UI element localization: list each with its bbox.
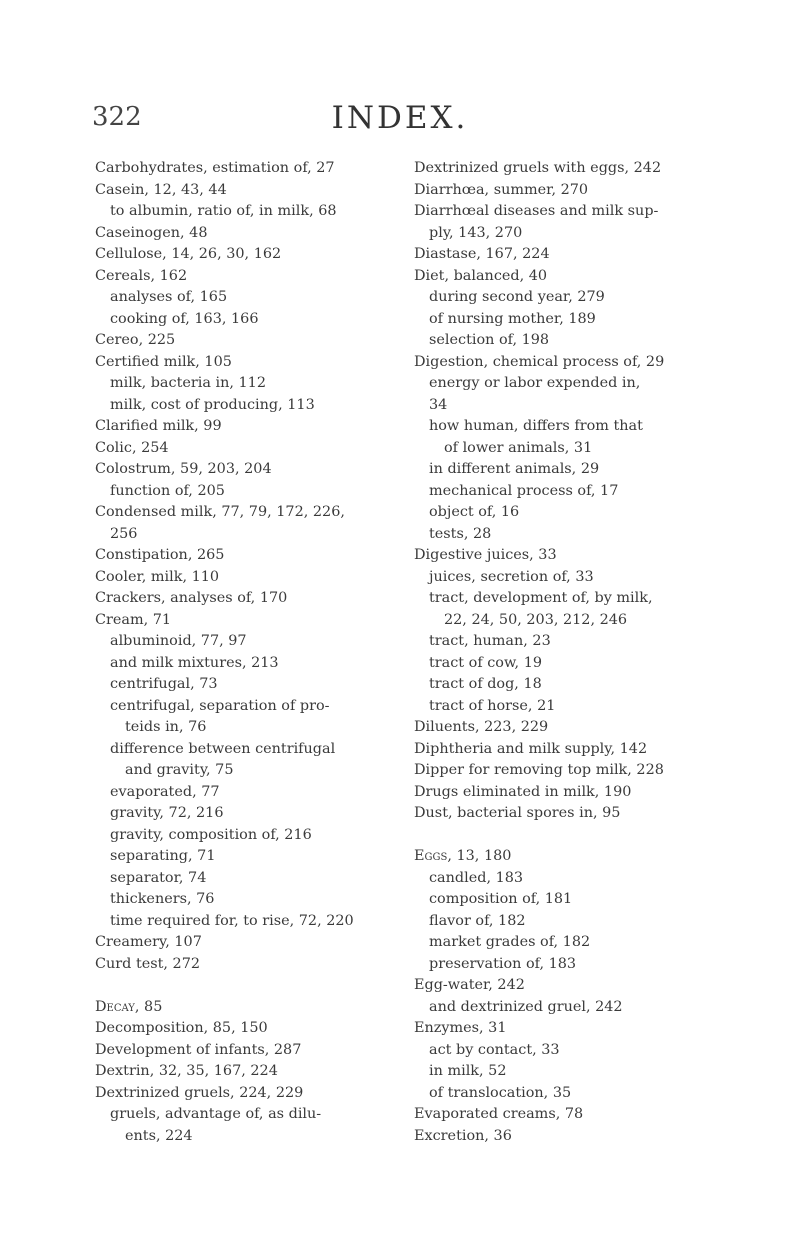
index-entry: Dipper for removing top milk, 228 <box>414 762 664 778</box>
index-entry: Carbohydrates, estimation of, 27 <box>95 160 335 176</box>
index-entry: Development of infants, 287 <box>95 1041 302 1058</box>
index-entry: Caseinogen, 48 <box>95 224 208 241</box>
index-subentry: ply, 143, 270 <box>429 224 523 241</box>
index-subentry: energy or labor expended in, <box>429 375 641 391</box>
index-entry: Decay, 85 <box>95 998 163 1015</box>
index-subentry: object of, 16 <box>429 504 520 520</box>
index-entry: Egg-water, 242 <box>414 977 525 993</box>
index-subentry: centrifugal, separation of pro- <box>110 697 330 714</box>
index-subentry: gravity, 72, 216 <box>110 805 224 821</box>
index-entry: Cream, 71 <box>95 611 172 628</box>
index-entry: Dextrinized gruels with eggs, 242 <box>414 160 662 176</box>
index-entry: Diet, balanced, 40 <box>414 267 548 284</box>
index-subentry: teids in, 76 <box>125 719 207 735</box>
index-entry: Constipation, 265 <box>95 547 225 563</box>
index-entry: Colostrum, 59, 203, 204 <box>95 461 272 477</box>
index-subentry: tract, development of, by milk, <box>429 590 653 606</box>
index-subentry: and dextrinized gruel, 242 <box>429 998 623 1015</box>
index-subentry: ents, 224 <box>125 1127 193 1144</box>
index-subentry: tract of horse, 21 <box>429 697 556 714</box>
index-subentry: analyses of, 165 <box>110 289 228 305</box>
index-entry: Condensed milk, 77, 79, 172, 226, <box>95 504 345 520</box>
index-entry: Curd test, 272 <box>95 955 201 972</box>
index-subentry: act by contact, 33 <box>429 1041 560 1058</box>
index-entry: Cellulose, 14, 26, 30, 162 <box>95 246 282 262</box>
index-entry: Colic, 254 <box>95 439 169 456</box>
index-subentry: preservation of, 183 <box>429 955 577 972</box>
index-subentry: and milk mixtures, 213 <box>110 654 279 671</box>
index-subentry: thickeners, 76 <box>110 891 215 907</box>
index-subentry: and gravity, 75 <box>125 762 234 778</box>
section-gap <box>95 975 425 997</box>
page-title: INDEX. <box>331 100 469 136</box>
index-entry: Diastase, 167, 224 <box>414 246 550 262</box>
index-entry: Dust, bacterial spores in, 95 <box>414 805 621 821</box>
index-subentry: flavor of, 182 <box>429 912 526 929</box>
index-subentry: market grades of, 182 <box>429 934 591 950</box>
index-subentry: separator, 74 <box>110 869 207 886</box>
index-subentry: juices, secretion of, 33 <box>429 568 594 585</box>
index-entry: Casein, 12, 43, 44 <box>95 181 227 198</box>
index-subentry: in different animals, 29 <box>429 461 600 477</box>
index-column-right <box>414 158 750 1147</box>
index-entry: Creamery, 107 <box>95 934 202 950</box>
index-subentry: to albumin, ratio of, in milk, 68 <box>110 203 337 219</box>
index-entry: Dextrin, 32, 35, 167, 224 <box>95 1063 278 1079</box>
index-subentry: of lower animals, 31 <box>444 439 593 456</box>
index-entry: Digestion, chemical process of, 29 <box>414 353 665 370</box>
index-subentry: during second year, 279 <box>429 289 605 305</box>
index-entry: Diarrhœal diseases and milk sup- <box>414 203 659 219</box>
index-subentry: cooking of, 163, 166 <box>110 310 259 327</box>
index-subentry: 34 <box>429 396 448 413</box>
index-subentry: composition of, 181 <box>429 891 573 907</box>
index-subentry: in milk, 52 <box>429 1063 507 1079</box>
index-subentry: gravity, composition of, 216 <box>110 826 312 843</box>
index-subentry: tract of cow, 19 <box>429 654 543 671</box>
index-subentry: candled, 183 <box>429 869 524 886</box>
index-subentry: separating, 71 <box>110 848 216 864</box>
index-subentry: milk, bacteria in, 112 <box>110 375 266 391</box>
index-entry: Eggs, 13, 180 <box>414 848 512 864</box>
index-entry: Excretion, 36 <box>414 1127 512 1144</box>
index-entry: Decomposition, 85, 150 <box>95 1020 268 1036</box>
page-header <box>0 100 800 140</box>
index-subentry: milk, cost of producing, 113 <box>110 396 315 413</box>
index-subentry: mechanical process of, 17 <box>429 482 619 499</box>
index-subentry: how human, differs from that <box>429 418 643 434</box>
index-subentry: gruels, advantage of, as dilu- <box>110 1106 322 1122</box>
index-entry: Diarrhœa, summer, 270 <box>414 181 589 198</box>
index-entry: Drugs eliminated in milk, 190 <box>414 783 632 800</box>
index-entry: Dextrinized gruels, 224, 229 <box>95 1084 304 1101</box>
index-subentry: time required for, to rise, 72, 220 <box>110 912 354 929</box>
index-entry: Digestive juices, 33 <box>414 547 557 563</box>
index-entry: Evaporated creams, 78 <box>414 1106 584 1122</box>
index-subentry: albuminoid, 77, 97 <box>110 633 247 649</box>
page-number: 322 <box>92 102 142 132</box>
section-gap <box>414 825 750 847</box>
index-entry: Cooler, milk, 110 <box>95 568 220 585</box>
index-subentry: centrifugal, 73 <box>110 676 218 692</box>
index-entry: Enzymes, 31 <box>414 1020 507 1036</box>
index-subentry: evaporated, 77 <box>110 783 220 800</box>
index-subentry: of nursing mother, 189 <box>429 310 596 327</box>
index-entry: Clarified milk, 99 <box>95 418 222 434</box>
index-subentry: selection of, 198 <box>429 332 550 348</box>
index-entry: Cereo, 225 <box>95 332 176 348</box>
index-subentry: tests, 28 <box>429 525 492 542</box>
index-subentry: tract, human, 23 <box>429 633 551 649</box>
index-subentry: 22, 24, 50, 203, 212, 246 <box>444 611 628 628</box>
index-subentry: of translocation, 35 <box>429 1084 572 1101</box>
index-column-left <box>95 158 425 1147</box>
index-entry: Diphtheria and milk supply, 142 <box>414 740 648 757</box>
index-entry: Certified milk, 105 <box>95 353 232 370</box>
index-subentry: function of, 205 <box>110 482 225 499</box>
index-entry: Diluents, 223, 229 <box>414 719 549 735</box>
index-entry: Crackers, analyses of, 170 <box>95 590 288 606</box>
index-subentry: difference between centrifugal <box>110 740 336 757</box>
index-subentry: 256 <box>110 525 138 542</box>
index-entry: Cereals, 162 <box>95 267 188 284</box>
index-subentry: tract of dog, 18 <box>429 676 542 692</box>
